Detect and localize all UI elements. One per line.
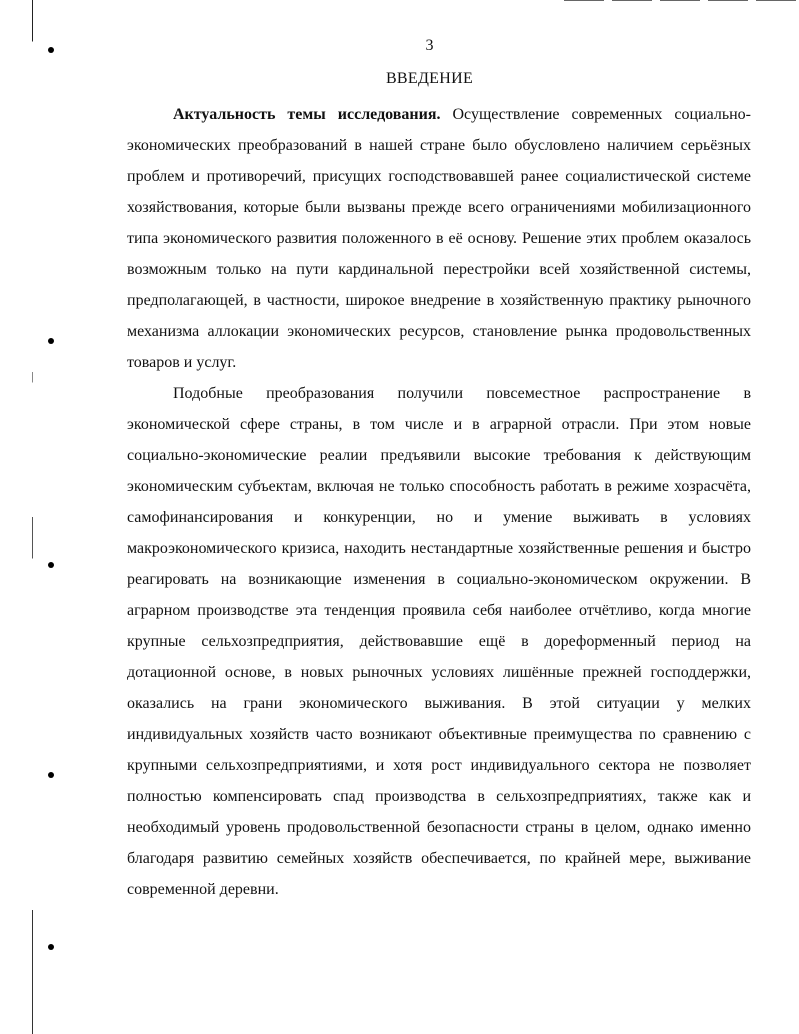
paragraph-lead-heading: Актуальность темы исследования. [173, 106, 441, 123]
binding-hole-mark [48, 772, 54, 778]
body-text [127, 99, 751, 905]
binding-hole-mark [48, 562, 54, 568]
scan-edge-left [32, 0, 33, 1034]
binding-hole-mark [48, 944, 54, 950]
paragraph-text: Осуществление современных социально-экономических преобразований в нашей стране было обусловлено наличием серьёзных проблем и противоречий, присущих господствовавшей ранее социалистической системе хозяйствования, которые были вызваны прежде всего ограничениями мобилизационного типа экономического развития положенного в её основу. Решение этих проблем оказалось возможным только на пути кардинальной перестройки всей хозяйственной системы, предполагающей, в частности, широкое внедрение в хозяйственную практику рыночного механизма аллокации экономических ресурсов, становление рынка продовольственных товаров и услуг. [127, 106, 752, 371]
page-number: 3 [425, 37, 434, 54]
paragraph [127, 99, 751, 378]
paragraph: Подобные преобразования получили повсеместное распространение в экономической сфере страны, в том числе и в аграрной отрасли. При этом новые социально-экономические реалии предъявили высокие требования к действующим экономическим субъектам, включая не только способность работать в режиме хозрасчёта, самофинансирования и конкуренции, но и умение выживать в условиях макроэкономического кризиса, находить нестандартные хозяйственные решения и быстро реагировать на возникающие изменения в социально-экономическом окружении. В аграрном производстве эта тенденция проявила себя наиболее отчётливо, когда многие крупные сельхозпредприятия, действовавшие ещё в дореформенный период на дотационной основе, в новых рыночных условиях лишённые прежней господдержки, оказались на грани экономического выживания. В этой ситуации у мелких индивидуальных хозяйств часто возникают объективные преимущества по сравнению с крупными сельхозпредприятиями, и хотя рост индивидуального сектора не позволяет полностью компенсировать спад производства в сельхозпредприятиях, также как и необходимый уровень продовольственной безопасности страны в целом, однако именно благодаря развитию семейных хозяйств обеспечивается, по крайней мере, выживание современной деревни. [127, 385, 751, 898]
section-title: ВВЕДЕНИЕ [385, 70, 474, 87]
scan-edge-top [564, 0, 799, 1]
binding-hole-mark [48, 338, 54, 344]
